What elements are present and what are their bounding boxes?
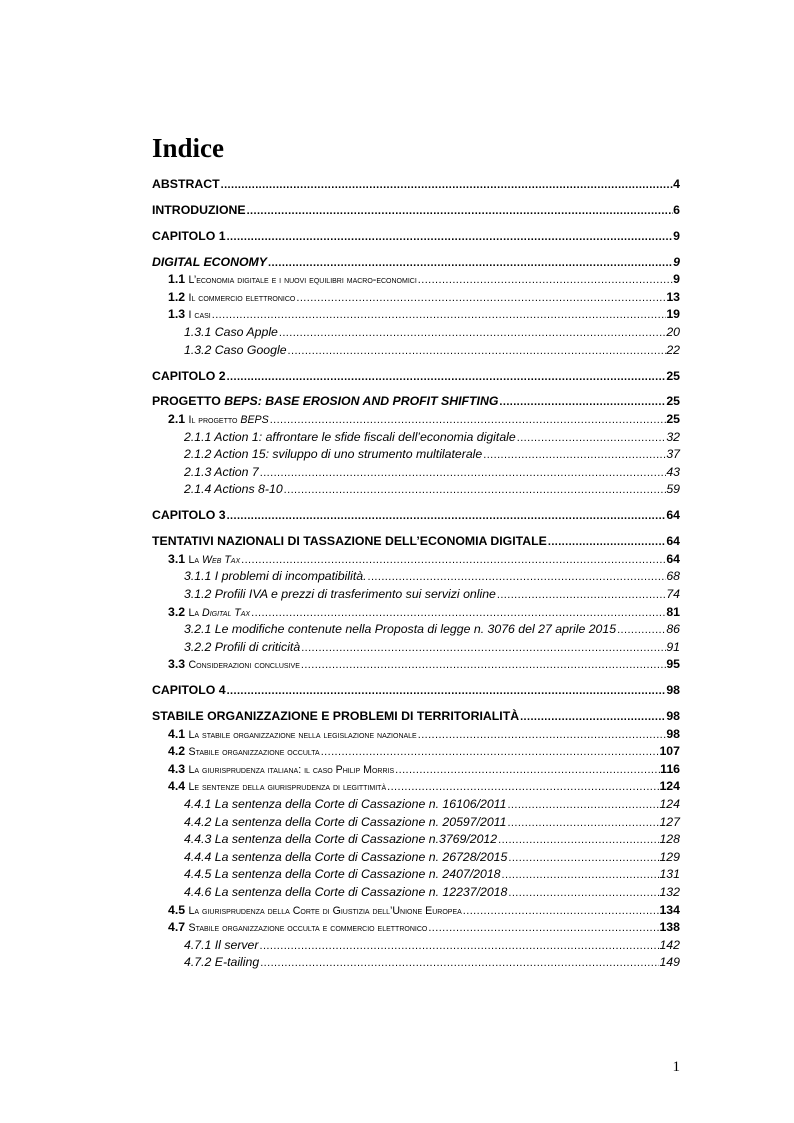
toc-leader-dots: [226, 508, 667, 526]
toc-entry-label: La giurisprudenza italiana: il caso Philip Morris: [188, 763, 395, 776]
toc-entry-title: ABSTRACT: [152, 177, 220, 191]
toc-entry-title: DIGITAL ECONOMY: [152, 254, 268, 269]
toc-entry-title: 1.3.1 Caso Apple: [184, 325, 278, 340]
toc-entry-page: 74: [666, 586, 680, 601]
toc-leader-dots: [278, 325, 666, 343]
toc-entry[interactable]: [152, 919, 680, 937]
toc-entry-number: 4.3: [168, 761, 186, 776]
toc-entry-title: 2.1.3 Action 7: [184, 464, 259, 479]
toc-entry-page: 131: [659, 867, 680, 882]
toc-entry-title: 3.1.2 Profili IVA e prezzi di trasferimento sui servizi online: [184, 586, 496, 601]
toc-leader-dots: [427, 920, 659, 938]
toc-entry-title: 2.1.4 Actions 8-10: [184, 482, 283, 497]
toc-entry[interactable]: [152, 796, 680, 814]
toc-entry-page: 149: [659, 955, 680, 970]
toc-entry[interactable]: [152, 533, 680, 551]
toc-entry[interactable]: [152, 368, 680, 386]
toc-entry-title: 4.4.2 La sentenza della Corte di Cassazione n. 20597/2011: [184, 814, 507, 829]
toc-leader-dots: [226, 683, 667, 701]
toc-entry-title: 4.4.6 La sentenza della Corte di Cassazione n. 12237/2018: [184, 885, 508, 900]
toc-entry[interactable]: [152, 342, 680, 360]
toc-entry[interactable]: [152, 621, 680, 639]
toc-entry-title: 4.4.1 La sentenza della Corte di Cassazione n. 16106/2011: [184, 797, 507, 812]
toc-leader-dots: [226, 369, 667, 387]
toc-leader-dots: [496, 587, 666, 605]
toc-entry-title: 2.1.1 Action 1: affrontare le sfide fiscali dell’economia digitale: [184, 429, 516, 444]
toc-entry-page: 132: [659, 885, 680, 900]
toc-entry-title: 4.4.4 La sentenza della Corte di Cassazione n. 26728/2015: [184, 849, 508, 864]
toc-entry[interactable]: [152, 708, 680, 726]
toc-entry-number: 3.3: [168, 657, 186, 672]
toc-entry-number: 3.1: [168, 551, 186, 566]
toc-entry-page: 81: [666, 604, 680, 619]
toc-entry-page: 9: [673, 272, 680, 287]
table-of-contents: [152, 170, 680, 972]
toc-leader-dots: [300, 657, 666, 675]
toc-leader-dots: [516, 430, 667, 448]
toc-entry[interactable]: [152, 507, 680, 525]
toc-leader-dots: [506, 815, 659, 833]
toc-leader-dots: [616, 622, 666, 640]
toc-entry-page: 6: [673, 202, 680, 217]
toc-entry-label-emphasis: BEPS: [240, 414, 269, 427]
toc-entry[interactable]: [152, 778, 680, 796]
toc-entry-title: [168, 289, 295, 308]
toc-entry-page: 13: [666, 289, 680, 304]
toc-entry-title: 3.2.2 Profili di criticità: [184, 639, 301, 654]
toc-entry-title: 3.2.1 Le modifiche contenute nella Proposta di legge n. 3076 del 27 aprile 2015: [184, 622, 617, 637]
toc-entry-page: 134: [659, 902, 680, 917]
toc-entry-number: 1.2: [168, 289, 186, 304]
toc-entry-title: 4.7.2 E-tailing: [184, 955, 260, 970]
toc-entry-title: [152, 393, 498, 411]
toc-entry-page: 59: [666, 482, 680, 497]
toc-entry-label: La giurisprudenza della Corte di Giustizia dell’Unione Europea: [188, 904, 462, 917]
toc-entry-title: TENTATIVI NAZIONALI DI TASSAZIONE DELL’ECONOMIA DIGITALE: [152, 534, 547, 549]
toc-entry-page: 127: [659, 814, 680, 829]
toc-entry[interactable]: [152, 393, 680, 411]
page-number: 1: [672, 1059, 680, 1075]
toc-entry-title: 3.1.1 I problemi di incompatibilità.: [184, 569, 367, 584]
toc-entry-number: 4.5: [168, 902, 186, 917]
toc-leader-dots: [220, 177, 674, 195]
toc-entry-label: La: [188, 606, 203, 619]
toc-entry[interactable]: [152, 176, 680, 194]
toc-entry[interactable]: [152, 954, 680, 972]
toc-entry-title: [168, 743, 320, 762]
toc-entry-title: [168, 919, 427, 938]
toc-entry[interactable]: [152, 228, 680, 246]
toc-leader-dots: [386, 779, 659, 797]
toc-entry-label: La stabile organizzazione nella legislazione nazionale: [188, 728, 417, 741]
toc-entry-title: [168, 551, 240, 570]
toc-entry-label: I casi: [188, 309, 211, 322]
toc-entry-number: 1.3: [168, 307, 186, 322]
toc-entry-page: 25: [666, 412, 680, 427]
toc-entry-page: 91: [666, 639, 680, 654]
toc-entry-title: CAPITOLO 1: [152, 228, 226, 243]
toc-leader-dots: [506, 797, 659, 815]
toc-entry[interactable]: [152, 568, 680, 586]
toc-entry[interactable]: [152, 481, 680, 499]
toc-entry-title: [168, 656, 300, 675]
toc-leader-dots: [226, 229, 674, 247]
toc-leader-dots: [259, 465, 667, 483]
toc-leader-dots: [462, 903, 660, 921]
toc-entry[interactable]: [152, 814, 680, 832]
toc-leader-dots: [394, 762, 660, 780]
toc-entry-title: [168, 271, 417, 290]
toc-entry-label-emphasis: BEPS: BASE EROSION AND PROFIT SHIFTING: [224, 394, 499, 409]
toc-entry-number: 4.1: [168, 726, 186, 741]
toc-entry-number: 4.7: [168, 920, 186, 935]
toc-entry-page: 22: [666, 342, 680, 357]
toc-entry-page: 129: [659, 849, 680, 864]
toc-leader-dots: [497, 832, 659, 850]
toc-entry-page: 43: [666, 464, 680, 479]
toc-entry[interactable]: [152, 726, 680, 744]
toc-entry-label: Considerazioni conclusive: [188, 659, 300, 672]
toc-entry-number: 4.2: [168, 744, 186, 759]
toc-entry-title: [168, 306, 211, 325]
toc-entry-number: 1.1: [168, 272, 186, 287]
toc-entry-label-emphasis: Digital Tax: [202, 606, 251, 619]
toc-entry-label: Stabile organizzazione occulta: [188, 746, 320, 759]
toc-leader-dots: [269, 412, 667, 430]
toc-leader-dots: [295, 290, 666, 308]
toc-leader-dots: [367, 569, 667, 587]
toc-entry[interactable]: [152, 271, 680, 289]
toc-leader-dots: [246, 203, 674, 221]
toc-entry-label: Il commercio elettronico: [188, 291, 296, 304]
toc-entry-page: 9: [673, 228, 680, 243]
toc-entry-label: PROGETTO: [152, 394, 225, 409]
toc-entry-page: 116: [660, 761, 680, 776]
page-title: Indice: [152, 133, 225, 163]
toc-entry[interactable]: [152, 902, 680, 920]
toc-entry-title: CAPITOLO 4: [152, 683, 226, 698]
toc-entry[interactable]: [152, 656, 680, 674]
toc-entry-title: [168, 902, 462, 921]
toc-entry-title: 2.1.2 Action 15: sviluppo di uno strumento multilaterale: [184, 447, 483, 462]
toc-leader-dots: [287, 343, 667, 361]
toc-entry-title: CAPITOLO 2: [152, 368, 226, 383]
toc-entry[interactable]: [152, 202, 680, 220]
toc-entry[interactable]: [152, 289, 680, 307]
toc-entry-title: [168, 411, 269, 430]
toc-leader-dots: [507, 885, 659, 903]
toc-leader-dots: [498, 394, 666, 412]
toc-entry-title: [168, 726, 417, 745]
toc-entry[interactable]: [152, 429, 680, 447]
toc-entry[interactable]: [152, 639, 680, 657]
toc-leader-dots: [417, 727, 667, 745]
toc-entry-page: 4: [673, 177, 680, 191]
toc-entry-title: INTRODUZIONE: [152, 202, 246, 217]
toc-entry[interactable]: [152, 446, 680, 464]
toc-entry-page: 25: [666, 368, 680, 383]
toc-entry[interactable]: [152, 761, 680, 779]
toc-entry[interactable]: [152, 866, 680, 884]
toc-entry-label-emphasis: Web Tax: [202, 553, 241, 566]
toc-entry-page: 64: [666, 508, 680, 523]
toc-entry[interactable]: [152, 306, 680, 324]
toc-entry[interactable]: [152, 884, 680, 902]
toc-entry-page: 98: [666, 726, 680, 741]
toc-leader-dots: [547, 534, 666, 552]
toc-entry[interactable]: [152, 604, 680, 622]
toc-leader-dots: [211, 307, 667, 325]
toc-leader-dots: [267, 255, 673, 273]
toc-entry-number: 2.1: [168, 412, 186, 427]
toc-leader-dots: [320, 744, 660, 762]
toc-entry-page: 37: [666, 447, 680, 462]
toc-entry-page: 142: [659, 937, 680, 952]
toc-leader-dots: [507, 850, 659, 868]
toc-leader-dots: [259, 955, 659, 973]
toc-entry-title: STABILE ORGANIZZAZIONE E PROBLEMI DI TERRITORIALITÀ: [152, 709, 520, 724]
toc-entry-title: CAPITOLO 3: [152, 508, 226, 523]
toc-entry-page: 86: [666, 622, 680, 637]
toc-entry-page: 124: [659, 797, 680, 812]
toc-entry[interactable]: [152, 831, 680, 849]
toc-leader-dots: [417, 272, 673, 290]
toc-leader-dots: [283, 482, 667, 500]
toc-leader-dots: [240, 552, 666, 570]
toc-entry-page: 9: [673, 254, 680, 269]
toc-leader-dots: [250, 605, 666, 623]
toc-entry[interactable]: [152, 937, 680, 955]
toc-entry-page: 107: [659, 744, 680, 759]
toc-entry-page: 25: [666, 394, 680, 409]
toc-entry-page: 128: [659, 832, 680, 847]
toc-entry-title: 4.4.3 La sentenza della Corte di Cassazione n.3769/2012: [184, 832, 498, 847]
toc-leader-dots: [482, 447, 666, 465]
toc-entry[interactable]: [152, 743, 680, 761]
toc-entry-page: 98: [666, 683, 680, 698]
toc-entry-title: 1.3.2 Caso Google: [184, 342, 287, 357]
toc-entry-page: 95: [666, 657, 680, 672]
toc-entry-page: 98: [666, 709, 680, 724]
toc-entry-page: 64: [666, 551, 680, 566]
toc-entry-title: [168, 761, 394, 780]
toc-entry-number: 4.4: [168, 779, 186, 794]
toc-entry-label: Le sentenze della giurisprudenza di legittimità: [188, 781, 387, 794]
toc-entry-page: 64: [666, 534, 680, 549]
toc-entry-title: [168, 778, 386, 797]
toc-entry-page: 19: [666, 307, 680, 322]
toc-leader-dots: [259, 938, 660, 956]
toc-leader-dots: [300, 640, 666, 658]
toc-leader-dots: [519, 709, 666, 727]
toc-entry-label: La: [188, 553, 203, 566]
toc-entry[interactable]: [152, 254, 680, 272]
toc-entry[interactable]: [152, 551, 680, 569]
toc-entry-number: 3.2: [168, 604, 186, 619]
toc-entry-page: 138: [659, 920, 680, 935]
toc-entry[interactable]: [152, 411, 680, 429]
toc-entry-label: Il progetto: [188, 414, 241, 427]
toc-entry-page: 20: [666, 325, 680, 340]
toc-entry-title: 4.4.5 La sentenza della Corte di Cassazione n. 2407/2018: [184, 867, 501, 882]
toc-entry-page: 68: [666, 569, 680, 584]
toc-entry[interactable]: [152, 324, 680, 342]
toc-entry[interactable]: [152, 464, 680, 482]
toc-entry-title: [168, 604, 250, 623]
toc-entry-label: Stabile organizzazione occulta e commercio elettronico: [188, 922, 428, 935]
toc-entry-page: 124: [659, 779, 680, 794]
toc-entry-label: L’economia digitale e i nuovi equilibri macro-economici: [188, 274, 417, 287]
toc-leader-dots: [501, 867, 660, 885]
toc-entry[interactable]: [152, 682, 680, 700]
toc-entry-page: 32: [666, 429, 680, 444]
toc-entry[interactable]: [152, 586, 680, 604]
toc-entry-title: 4.7.1 Il server: [184, 937, 259, 952]
toc-entry[interactable]: [152, 849, 680, 867]
